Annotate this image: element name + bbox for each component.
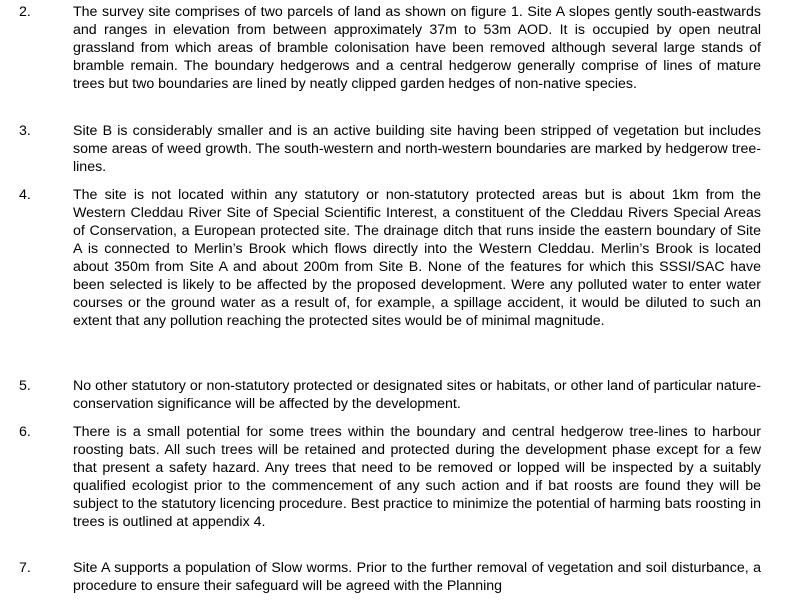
paragraph-number: 5. <box>19 378 31 394</box>
paragraph-text: The survey site comprises of two parcels of land as shown on figure 1. Site A slopes gently south-eastwards and ranges in elevation from between approximately 37m to 53m AOD. It is occupied by open neutral grassland from which areas of bramble colonisation have been removed although several large stands of bramble remain. The boundary hedgerows and a central hedgerow generally comprise of lines of mature trees but two boundaries are lined by neatly clipped garden hedges of non-native species. <box>73 4 761 92</box>
paragraph-number: 2. <box>19 4 31 20</box>
paragraph-text: No other statutory or non-statutory protected or designated sites or habitats, or other land of particular nature-conservation significance will be affected by the development. <box>73 378 761 412</box>
paragraph-text: Site A supports a population of Slow worms. Prior to the further removal of vegetation and soil disturbance, a procedure to ensure their safeguard will be agreed with the Planning <box>73 560 761 594</box>
paragraph-number: 3. <box>19 123 31 139</box>
paragraph-number: 7. <box>19 560 31 576</box>
paragraph-text: There is a small potential for some trees within the boundary and central hedgerow tree-lines to harbour roosting bats. All such trees will be retained and protected during the development phase except for a few that present a safety hazard. Any trees that need to be removed or lopped will be inspected by a suitably qualified ecologist prior to the commencement of any such action and if bat roosts are found they will be subject to the statutory licencing procedure. Best practice to minimize the potential of harming bats roosting in trees is outlined at appendix 4. <box>73 424 761 530</box>
paragraph-number: 6. <box>19 424 31 440</box>
paragraph-text: Site B is considerably smaller and is an active building site having been stripped of vegetation but includes some areas of weed growth. The south-western and north-western boundaries are marked by hedgerow tree-lines. <box>73 123 761 175</box>
paragraph-text: The site is not located within any statutory or non-statutory protected areas but is about 1km from the Western Cleddau River Site of Special Scientific Interest, a constituent of the Cleddau Rivers Special Areas of Conservation, a European protected site. The drainage ditch that runs inside the eastern boundary of Site A is connected to Merlin’s Brook which flows directly into the Western Cleddau. Merlin’s Brook is located about 350m from Site A and about 200m from Site B. None of the features for which this SSSI/SAC have been selected is likely to be affected by the proposed development. Were any polluted water to enter water courses or the ground water as a result of, for example, a spillage accident, it would be diluted to such an extent that any pollution reaching the protected sites would be of minimal magnitude. <box>73 187 761 329</box>
paragraph-number: 4. <box>19 187 31 203</box>
